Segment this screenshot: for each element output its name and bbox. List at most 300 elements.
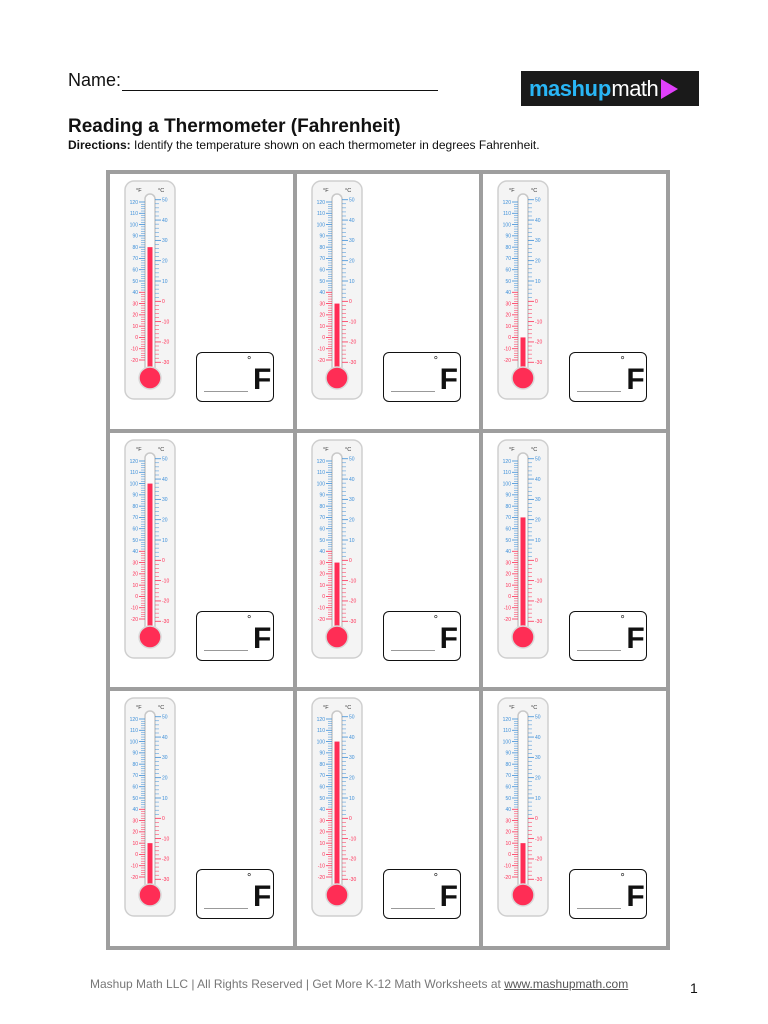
fahrenheit-tick-label: 30: [132, 560, 138, 567]
thermometer-cell: [483, 174, 666, 429]
celsius-tick-label: 10: [348, 796, 355, 803]
fahrenheit-tick-label: 50: [132, 796, 138, 803]
fahrenheit-tick-label: 30: [505, 818, 512, 825]
name-line[interactable]: [122, 90, 438, 91]
thermometer-cell: [297, 174, 480, 429]
fahrenheit-tick-label: 60: [319, 526, 325, 533]
answer-blank[interactable]: [204, 650, 248, 651]
answer-box[interactable]: [196, 352, 274, 402]
celsius-tick-label: 50: [535, 456, 541, 463]
fahrenheit-tick-label: 110: [503, 728, 512, 735]
fahrenheit-tick-label: 100: [129, 222, 138, 229]
fahrenheit-tick-label: 70: [132, 256, 138, 263]
fahrenheit-tick-label: -10: [317, 605, 325, 612]
fahrenheit-tick-label: 20: [505, 312, 512, 319]
footer-text: Mashup Math LLC | All Rights Reserved | Get More K-12 Math Worksheets at: [90, 977, 505, 991]
celsius-unit-label: °C: [344, 705, 351, 712]
thermometer-icon: [497, 697, 555, 919]
fahrenheit-tick-label: -10: [504, 346, 512, 353]
fahrenheit-tick-label: 50: [319, 278, 325, 285]
fahrenheit-tick-label: 60: [505, 784, 512, 791]
fahrenheit-tick-label: -10: [504, 863, 512, 870]
thermometer-cell: [297, 691, 480, 946]
mercury-column: [521, 517, 526, 635]
fahrenheit-tick-label: 30: [319, 560, 325, 567]
logo-mash: mash: [529, 75, 585, 101]
fahrenheit-tick-label: 10: [319, 841, 325, 848]
celsius-tick-label: 50: [162, 197, 168, 204]
celsius-tick-label: 50: [348, 456, 355, 463]
celsius-tick-label: 30: [535, 755, 541, 762]
celsius-tick-label: -30: [348, 877, 356, 884]
fahrenheit-tick-label: 80: [505, 762, 512, 769]
celsius-tick-label: 40: [348, 735, 355, 742]
fahrenheit-tick-label: -20: [504, 616, 512, 623]
fahrenheit-tick-label: -20: [317, 875, 325, 882]
fahrenheit-tick-label: -20: [130, 357, 138, 364]
celsius-tick-label: 10: [162, 278, 168, 285]
fahrenheit-unit-label: °F: [322, 446, 329, 453]
mercury-column: [148, 483, 153, 634]
celsius-tick-label: -30: [535, 618, 543, 625]
fahrenheit-tick-label: 60: [319, 784, 325, 791]
fahrenheit-tick-label: 90: [132, 233, 138, 240]
fahrenheit-tick-label: 90: [132, 492, 138, 499]
celsius-tick-label: 10: [348, 537, 355, 544]
fahrenheit-tick-label: 0: [508, 335, 512, 342]
fahrenheit-tick-label: 70: [319, 256, 325, 263]
fahrenheit-tick-label: 80: [132, 244, 138, 251]
fahrenheit-unit-label: °F: [509, 446, 515, 453]
fahrenheit-tick-label: 80: [319, 503, 325, 510]
thermometer-icon: [311, 180, 369, 402]
celsius-tick-label: 20: [162, 775, 168, 782]
fahrenheit-unit: F: [253, 363, 272, 396]
celsius-tick-label: -20: [162, 339, 170, 346]
fahrenheit-tick-label: 0: [321, 593, 325, 600]
fahrenheit-tick-label: 90: [132, 750, 138, 757]
celsius-unit-label: °C: [344, 188, 351, 194]
celsius-tick-label: -20: [535, 598, 543, 605]
fahrenheit-tick-label: 70: [505, 256, 512, 263]
thermometer-bulb: [139, 626, 161, 648]
fahrenheit-tick-label: 0: [321, 852, 325, 859]
fahrenheit-unit-label: °F: [509, 705, 515, 712]
celsius-tick-label: 30: [162, 238, 168, 245]
fahrenheit-tick-label: 80: [319, 244, 325, 251]
fahrenheit-tick-label: 70: [319, 773, 325, 780]
celsius-tick-label: -10: [162, 836, 170, 843]
thermometer-icon: [311, 439, 369, 661]
celsius-tick-label: 10: [348, 278, 355, 285]
celsius-tick-label: -20: [535, 339, 543, 346]
fahrenheit-tick-label: 120: [129, 458, 138, 465]
celsius-tick-label: -30: [348, 360, 356, 367]
celsius-tick-label: -30: [348, 618, 356, 625]
fahrenheit-unit-label: °F: [136, 705, 142, 712]
fahrenheit-tick-label: 70: [505, 514, 512, 521]
celsius-tick-label: 10: [535, 537, 541, 544]
celsius-unit-label: °C: [158, 188, 165, 194]
celsius-tick-label: 20: [535, 258, 541, 265]
fahrenheit-tick-label: 10: [319, 582, 325, 589]
celsius-unit-label: °C: [531, 446, 538, 453]
fahrenheit-tick-label: 40: [319, 548, 325, 555]
fahrenheit-tick-label: -10: [130, 605, 138, 612]
thermometer-bulb: [139, 367, 161, 389]
fahrenheit-tick-label: 100: [129, 739, 138, 746]
celsius-tick-label: 40: [162, 735, 168, 742]
fahrenheit-tick-label: 50: [505, 537, 512, 544]
degree-symbol: °: [433, 613, 439, 626]
fahrenheit-tick-label: 120: [502, 458, 512, 465]
fahrenheit-tick-label: 10: [132, 323, 138, 330]
fahrenheit-tick-label: 40: [132, 548, 138, 555]
answer-blank[interactable]: [391, 908, 435, 909]
fahrenheit-unit: F: [626, 621, 645, 655]
celsius-tick-label: -20: [162, 857, 170, 864]
fahrenheit-tick-label: 90: [505, 492, 512, 499]
thermometer-icon: [124, 697, 182, 919]
celsius-tick-label: -20: [348, 598, 356, 605]
fahrenheit-tick-label: 60: [132, 267, 138, 274]
fahrenheit-unit-label: °F: [322, 188, 329, 194]
celsius-unit-label: °C: [531, 188, 538, 194]
fahrenheit-tick-label: 90: [319, 233, 325, 240]
celsius-tick-label: 20: [162, 517, 168, 524]
fahrenheit-tick-label: 70: [505, 773, 512, 780]
celsius-tick-label: 50: [162, 456, 168, 463]
fahrenheit-tick-label: 60: [319, 267, 325, 274]
fahrenheit-tick-label: 30: [319, 818, 325, 825]
play-icon: [661, 79, 678, 99]
fahrenheit-unit: F: [253, 880, 272, 914]
celsius-tick-label: 30: [348, 496, 355, 503]
thermometer-icon: [124, 180, 182, 402]
celsius-tick-label: -30: [162, 877, 170, 884]
fahrenheit-tick-label: 110: [130, 469, 138, 476]
footer: [90, 977, 628, 991]
fahrenheit-tick-label: 60: [505, 267, 512, 274]
thermometer-bulb: [139, 884, 161, 906]
answer-box[interactable]: [196, 611, 274, 661]
fahrenheit-tick-label: -10: [130, 863, 138, 870]
directions: [68, 138, 540, 152]
fahrenheit-tick-label: 20: [132, 829, 138, 836]
celsius-tick-label: 0: [162, 299, 165, 306]
celsius-tick-label: 50: [535, 714, 541, 721]
fahrenheit-tick-label: 20: [505, 829, 512, 836]
celsius-tick-label: -20: [348, 857, 356, 864]
fahrenheit-tick-label: 30: [132, 301, 138, 308]
mercury-column: [334, 304, 339, 376]
celsius-tick-label: 0: [535, 557, 539, 564]
fahrenheit-tick-label: 40: [132, 807, 138, 814]
fahrenheit-unit-label: °F: [136, 188, 142, 194]
thermometer-icon: [497, 180, 555, 402]
celsius-tick-label: 0: [348, 557, 352, 564]
answer-blank[interactable]: [577, 650, 621, 651]
fahrenheit-tick-label: 60: [132, 526, 138, 533]
footer-link[interactable]: www.mashupmath.com: [504, 977, 629, 991]
fahrenheit-unit: F: [626, 363, 645, 396]
fahrenheit-unit: F: [253, 621, 272, 655]
logo-math: math: [611, 75, 659, 101]
answer-blank[interactable]: [391, 650, 435, 651]
fahrenheit-tick-label: 20: [319, 571, 325, 578]
fahrenheit-tick-label: 100: [502, 222, 512, 229]
fahrenheit-tick-label: 70: [132, 773, 138, 780]
fahrenheit-tick-label: 20: [505, 571, 512, 578]
mercury-column: [334, 562, 339, 634]
celsius-tick-label: -30: [535, 360, 543, 367]
celsius-tick-label: 10: [162, 796, 168, 803]
name-label: Name:: [68, 70, 122, 90]
answer-box[interactable]: [569, 352, 647, 402]
answer-box[interactable]: [196, 869, 274, 919]
celsius-tick-label: 50: [162, 714, 168, 721]
fahrenheit-tick-label: 10: [132, 841, 138, 848]
celsius-tick-label: 40: [348, 217, 355, 224]
fahrenheit-tick-label: 40: [132, 290, 138, 297]
logo-up: up: [584, 75, 612, 101]
fahrenheit-tick-label: 100: [129, 481, 138, 488]
celsius-unit-label: °C: [344, 446, 351, 453]
answer-blank[interactable]: [577, 908, 621, 909]
fahrenheit-tick-label: 0: [321, 335, 325, 342]
celsius-tick-label: -10: [348, 836, 356, 843]
thermometer-cell: [110, 691, 293, 946]
fahrenheit-tick-label: 90: [505, 233, 512, 240]
thermometer-cell: [297, 433, 480, 688]
fahrenheit-tick-label: 60: [132, 784, 138, 791]
celsius-tick-label: 40: [162, 217, 168, 224]
answer-box[interactable]: [383, 611, 461, 661]
celsius-tick-label: -10: [162, 578, 170, 585]
fahrenheit-tick-label: 50: [132, 278, 138, 285]
fahrenheit-tick-label: 50: [132, 537, 138, 544]
fahrenheit-tick-label: 80: [319, 762, 325, 769]
celsius-tick-label: 0: [162, 557, 165, 564]
degree-symbol: °: [433, 872, 439, 885]
thermometer-cell: [483, 433, 666, 688]
celsius-tick-label: 40: [535, 735, 541, 742]
fahrenheit-tick-label: 100: [316, 481, 325, 488]
celsius-tick-label: 30: [535, 496, 541, 503]
fahrenheit-unit-label: °F: [136, 446, 142, 453]
celsius-tick-label: 0: [348, 299, 352, 306]
answer-blank[interactable]: [204, 391, 248, 392]
fahrenheit-tick-label: 80: [132, 503, 138, 510]
fahrenheit-tick-label: 20: [132, 312, 138, 319]
celsius-tick-label: -30: [162, 360, 170, 367]
celsius-tick-label: 30: [162, 496, 168, 503]
fahrenheit-tick-label: 30: [505, 560, 512, 567]
directions-text: Identify the temperature shown on each thermometer in degrees Fahrenheit.: [130, 138, 540, 152]
fahrenheit-tick-label: 110: [130, 211, 138, 218]
fahrenheit-tick-label: 20: [319, 312, 325, 319]
celsius-tick-label: 50: [348, 714, 355, 721]
fahrenheit-tick-label: 100: [316, 222, 325, 229]
fahrenheit-tick-label: 110: [503, 211, 512, 218]
fahrenheit-tick-label: 90: [505, 750, 512, 757]
fahrenheit-tick-label: 40: [319, 290, 325, 297]
answer-box[interactable]: [569, 611, 647, 661]
celsius-tick-label: -30: [162, 618, 170, 625]
fahrenheit-tick-label: 100: [502, 481, 512, 488]
celsius-tick-label: 0: [535, 299, 539, 306]
celsius-tick-label: -30: [535, 877, 543, 884]
celsius-tick-label: 0: [162, 816, 165, 823]
fahrenheit-tick-label: 100: [502, 739, 512, 746]
fahrenheit-tick-label: 50: [319, 537, 325, 544]
thermometer-bulb: [512, 367, 534, 389]
degree-symbol: °: [620, 355, 625, 367]
celsius-tick-label: 40: [535, 476, 541, 483]
fahrenheit-tick-label: 80: [505, 503, 512, 510]
fahrenheit-tick-label: 30: [319, 301, 325, 308]
degree-symbol: °: [247, 613, 252, 626]
celsius-tick-label: -10: [535, 578, 543, 585]
fahrenheit-tick-label: 110: [503, 469, 512, 476]
fahrenheit-tick-label: 110: [316, 728, 325, 735]
answer-blank[interactable]: [577, 391, 621, 392]
thermometer-cell: [110, 433, 293, 688]
fahrenheit-tick-label: 10: [505, 582, 512, 589]
celsius-tick-label: -10: [162, 319, 170, 326]
celsius-tick-label: -10: [535, 319, 543, 326]
fahrenheit-tick-label: 0: [135, 852, 138, 859]
fahrenheit-tick-label: 120: [502, 717, 512, 724]
fahrenheit-tick-label: 70: [319, 514, 325, 521]
celsius-tick-label: 20: [348, 775, 355, 782]
fahrenheit-unit-label: °F: [509, 188, 515, 194]
answer-box[interactable]: [383, 352, 461, 402]
mercury-column: [148, 247, 153, 376]
fahrenheit-tick-label: 40: [505, 807, 512, 814]
celsius-tick-label: 10: [535, 796, 541, 803]
fahrenheit-unit: F: [626, 880, 645, 914]
fahrenheit-tick-label: -20: [130, 875, 138, 882]
celsius-tick-label: 30: [348, 238, 355, 245]
fahrenheit-tick-label: 110: [130, 728, 138, 735]
celsius-tick-label: 20: [348, 517, 355, 524]
celsius-unit-label: °C: [531, 705, 538, 712]
fahrenheit-tick-label: 80: [505, 244, 512, 251]
fahrenheit-tick-label: 50: [505, 796, 512, 803]
answer-blank[interactable]: [391, 391, 435, 392]
fahrenheit-tick-label: 0: [508, 852, 512, 859]
celsius-tick-label: -10: [348, 319, 356, 326]
fahrenheit-tick-label: 120: [316, 199, 325, 206]
celsius-tick-label: -20: [162, 598, 170, 605]
celsius-tick-label: 30: [162, 755, 168, 762]
celsius-tick-label: -20: [348, 339, 356, 346]
celsius-tick-label: -20: [535, 857, 543, 864]
fahrenheit-tick-label: 70: [132, 514, 138, 521]
fahrenheit-tick-label: -20: [130, 616, 138, 623]
celsius-tick-label: 40: [348, 476, 355, 483]
thermometer-cell: [483, 691, 666, 946]
celsius-tick-label: 20: [535, 517, 541, 524]
fahrenheit-tick-label: 0: [135, 335, 138, 342]
fahrenheit-tick-label: -20: [317, 616, 325, 623]
celsius-unit-label: °C: [158, 446, 165, 453]
fahrenheit-tick-label: 50: [319, 796, 325, 803]
fahrenheit-tick-label: 10: [132, 582, 138, 589]
thermometer-icon: [497, 439, 555, 661]
celsius-tick-label: 30: [348, 755, 355, 762]
celsius-tick-label: 50: [348, 197, 355, 204]
thermometer-cell: [110, 174, 293, 429]
fahrenheit-tick-label: 10: [319, 323, 325, 330]
fahrenheit-unit: F: [439, 363, 458, 396]
celsius-tick-label: 10: [535, 278, 541, 285]
celsius-tick-label: -10: [535, 836, 543, 843]
thermometer-icon: [311, 697, 369, 919]
celsius-tick-label: -10: [348, 578, 356, 585]
degree-symbol: °: [620, 872, 625, 885]
thermometer-grid: [106, 170, 670, 950]
fahrenheit-tick-label: -20: [504, 875, 512, 882]
fahrenheit-tick-label: 120: [316, 717, 325, 724]
page-title: Reading a Thermometer (Fahrenheit): [68, 116, 401, 137]
celsius-tick-label: 20: [348, 258, 355, 265]
fahrenheit-tick-label: 120: [316, 458, 325, 465]
thermometer-icon: [124, 439, 182, 661]
answer-box[interactable]: [383, 869, 461, 919]
thermometer-bulb: [326, 367, 348, 389]
fahrenheit-unit-label: °F: [322, 705, 329, 712]
fahrenheit-tick-label: 40: [505, 548, 512, 555]
mercury-column: [334, 742, 339, 893]
degree-symbol: °: [433, 355, 439, 367]
answer-box[interactable]: [569, 869, 647, 919]
fahrenheit-tick-label: 0: [508, 593, 512, 600]
celsius-tick-label: 0: [535, 816, 539, 823]
fahrenheit-tick-label: 20: [132, 571, 138, 578]
thermometer-bulb: [326, 626, 348, 648]
fahrenheit-tick-label: -10: [317, 863, 325, 870]
celsius-tick-label: 40: [535, 217, 541, 224]
celsius-tick-label: 10: [162, 537, 168, 544]
answer-blank[interactable]: [204, 908, 248, 909]
fahrenheit-tick-label: 80: [132, 762, 138, 769]
fahrenheit-tick-label: 90: [319, 750, 325, 757]
fahrenheit-tick-label: -10: [130, 346, 138, 353]
celsius-tick-label: 30: [535, 238, 541, 245]
fahrenheit-tick-label: 50: [505, 278, 512, 285]
fahrenheit-tick-label: 120: [129, 199, 138, 206]
degree-symbol: °: [247, 355, 252, 367]
thermometer-bulb: [512, 626, 534, 648]
celsius-tick-label: 0: [348, 816, 352, 823]
celsius-unit-label: °C: [158, 705, 165, 712]
fahrenheit-tick-label: 0: [135, 593, 138, 600]
celsius-tick-label: 50: [535, 197, 541, 204]
fahrenheit-tick-label: 90: [319, 492, 325, 499]
celsius-tick-label: 40: [162, 476, 168, 483]
fahrenheit-tick-label: 120: [129, 717, 138, 724]
fahrenheit-tick-label: 30: [505, 301, 512, 308]
fahrenheit-tick-label: -20: [317, 357, 325, 364]
fahrenheit-tick-label: -10: [504, 605, 512, 612]
fahrenheit-tick-label: 30: [132, 818, 138, 825]
fahrenheit-unit: F: [439, 880, 458, 914]
fahrenheit-unit: F: [439, 621, 458, 655]
fahrenheit-tick-label: 120: [502, 199, 512, 206]
fahrenheit-tick-label: 60: [505, 526, 512, 533]
